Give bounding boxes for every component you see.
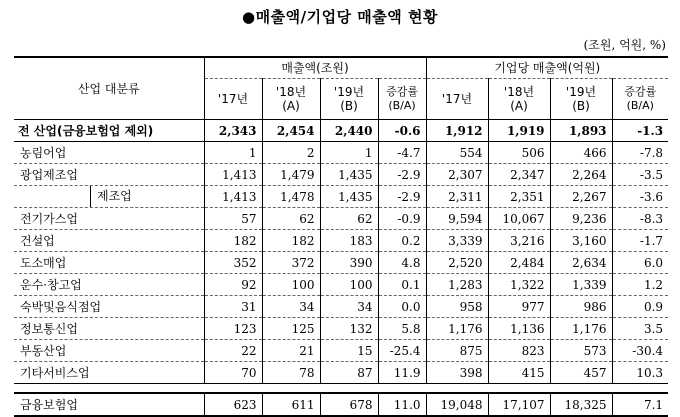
cell: 875 <box>426 340 488 362</box>
cell: -0.9 <box>378 208 426 230</box>
col-2018-sales: '18년 (A) <box>262 79 320 120</box>
cell: 623 <box>204 393 262 416</box>
cell: 11.9 <box>378 362 426 384</box>
cell: 3.5 <box>612 318 668 340</box>
cell: 1,136 <box>488 318 550 340</box>
cell: 17,107 <box>488 393 550 416</box>
row-label-cell <box>14 186 204 208</box>
table-row <box>14 318 668 340</box>
cell: 1,919 <box>488 120 550 142</box>
cell: 123 <box>204 318 262 340</box>
cell: 9,594 <box>426 208 488 230</box>
page-title: ●매출액/기업당 매출액 현황 <box>242 8 438 26</box>
row-label: 운수·창고업 <box>14 274 204 296</box>
cell: 125 <box>262 318 320 340</box>
cell: 977 <box>488 296 550 318</box>
cell: 34 <box>320 296 378 318</box>
cell: 2,347 <box>488 164 550 186</box>
cell: 31 <box>204 296 262 318</box>
cell: -7.8 <box>612 142 668 164</box>
table-row <box>14 230 668 252</box>
col-2019-avg: '19년 (B) <box>550 79 612 120</box>
row-label: 전기가스업 <box>14 208 204 230</box>
cell: 100 <box>262 274 320 296</box>
cell: -3.5 <box>612 164 668 186</box>
industry-header: 산업 대분류 <box>14 57 204 120</box>
cell: 352 <box>204 252 262 274</box>
row-label: 제조업 <box>90 186 204 207</box>
row-label: 금융보험업 <box>14 393 204 416</box>
row-label: 도소매업 <box>14 252 204 274</box>
cell: 34 <box>262 296 320 318</box>
cell: 70 <box>204 362 262 384</box>
table-row <box>14 208 668 230</box>
cell: 6.0 <box>612 252 668 274</box>
cell: 2,267 <box>550 186 612 208</box>
cell: -4.7 <box>378 142 426 164</box>
cell: 986 <box>550 296 612 318</box>
cell: 1,176 <box>426 318 488 340</box>
cell: 10.3 <box>612 362 668 384</box>
cell: 92 <box>204 274 262 296</box>
row-label: 광업제조업 <box>14 164 204 186</box>
cell: 823 <box>488 340 550 362</box>
cell: 2 <box>262 142 320 164</box>
cell: 2,264 <box>550 164 612 186</box>
row-label: 부동산업 <box>14 340 204 362</box>
cell: 398 <box>426 362 488 384</box>
cell: 87 <box>320 362 378 384</box>
cell: 1,435 <box>320 164 378 186</box>
cell: 1,893 <box>550 120 612 142</box>
cell: 1,479 <box>262 164 320 186</box>
cell: 2,454 <box>262 120 320 142</box>
table-row <box>14 274 668 296</box>
cell: 2,520 <box>426 252 488 274</box>
col-2017-sales: '17년 <box>204 79 262 120</box>
table-row <box>14 164 668 186</box>
row-label: 숙박및음식점업 <box>14 296 204 318</box>
table-row <box>14 186 668 208</box>
col-2019-sales: '19년 (B) <box>320 79 378 120</box>
cell: 1,435 <box>320 186 378 208</box>
cell: -25.4 <box>378 340 426 362</box>
cell: 466 <box>550 142 612 164</box>
table-row <box>14 340 668 362</box>
table-row <box>14 120 668 142</box>
sales-table <box>14 56 668 417</box>
cell: 0.2 <box>378 230 426 252</box>
row-label: 건설업 <box>14 230 204 252</box>
cell: 57 <box>204 208 262 230</box>
row-label: 농림어업 <box>14 142 204 164</box>
cell: 1,283 <box>426 274 488 296</box>
avg-sales-group-header: 기업당 매출액(억원) <box>426 57 668 79</box>
cell: 182 <box>262 230 320 252</box>
cell: 62 <box>320 208 378 230</box>
cell: 2,311 <box>426 186 488 208</box>
cell: 958 <box>426 296 488 318</box>
cell: 1,339 <box>550 274 612 296</box>
cell: 457 <box>550 362 612 384</box>
cell: 9,236 <box>550 208 612 230</box>
table-row <box>14 142 668 164</box>
cell: 2,351 <box>488 186 550 208</box>
cell: 0.0 <box>378 296 426 318</box>
cell: 2,343 <box>204 120 262 142</box>
cell: 1 <box>320 142 378 164</box>
cell: -3.6 <box>612 186 668 208</box>
cell: 3,216 <box>488 230 550 252</box>
row-label: 정보통신업 <box>14 318 204 340</box>
cell: -2.9 <box>378 186 426 208</box>
cell: -0.6 <box>378 120 426 142</box>
col-rate-avg: 증감률 (B/A) <box>612 79 668 120</box>
cell: 2,440 <box>320 120 378 142</box>
col-2018-avg: '18년 (A) <box>488 79 550 120</box>
cell: 4.8 <box>378 252 426 274</box>
cell: 2,484 <box>488 252 550 274</box>
cell: 1 <box>204 142 262 164</box>
cell: 10,067 <box>488 208 550 230</box>
cell: 182 <box>204 230 262 252</box>
col-rate-sales: 증감률 (B/A) <box>378 79 426 120</box>
cell: -2.9 <box>378 164 426 186</box>
table-row <box>14 252 668 274</box>
cell: 62 <box>262 208 320 230</box>
cell: 7.1 <box>612 393 668 416</box>
cell: -1.7 <box>612 230 668 252</box>
col-2017-avg: '17년 <box>426 79 488 120</box>
cell: 1,413 <box>204 186 262 208</box>
cell: 415 <box>488 362 550 384</box>
cell: 0.1 <box>378 274 426 296</box>
cell: 3,339 <box>426 230 488 252</box>
table-row <box>14 362 668 384</box>
cell: 2,634 <box>550 252 612 274</box>
cell: 78 <box>262 362 320 384</box>
cell: 0.9 <box>612 296 668 318</box>
cell: 1,912 <box>426 120 488 142</box>
cell: 21 <box>262 340 320 362</box>
cell: 15 <box>320 340 378 362</box>
cell: 573 <box>550 340 612 362</box>
cell: 554 <box>426 142 488 164</box>
cell: 1,322 <box>488 274 550 296</box>
cell: 678 <box>320 393 378 416</box>
row-label: 기타서비스업 <box>14 362 204 384</box>
cell: -8.3 <box>612 208 668 230</box>
cell: 100 <box>320 274 378 296</box>
cell: 1,176 <box>550 318 612 340</box>
cell: 22 <box>204 340 262 362</box>
sales-group-header: 매출액(조원) <box>204 57 426 79</box>
cell: 1.2 <box>612 274 668 296</box>
cell: 611 <box>262 393 320 416</box>
cell: 1,413 <box>204 164 262 186</box>
cell: 183 <box>320 230 378 252</box>
cell: 18,325 <box>550 393 612 416</box>
cell: 19,048 <box>426 393 488 416</box>
cell: -1.3 <box>612 120 668 142</box>
cell: 1,478 <box>262 186 320 208</box>
cell: 390 <box>320 252 378 274</box>
unit-note: (조원, 억원, %) <box>583 38 666 52</box>
row-label: 전 산업(금융보험업 제외) <box>14 120 204 142</box>
table-row <box>14 296 668 318</box>
cell: 132 <box>320 318 378 340</box>
cell: -30.4 <box>612 340 668 362</box>
cell: 506 <box>488 142 550 164</box>
cell: 5.8 <box>378 318 426 340</box>
cell: 372 <box>262 252 320 274</box>
cell: 2,307 <box>426 164 488 186</box>
cell: 3,160 <box>550 230 612 252</box>
cell: 11.0 <box>378 393 426 416</box>
